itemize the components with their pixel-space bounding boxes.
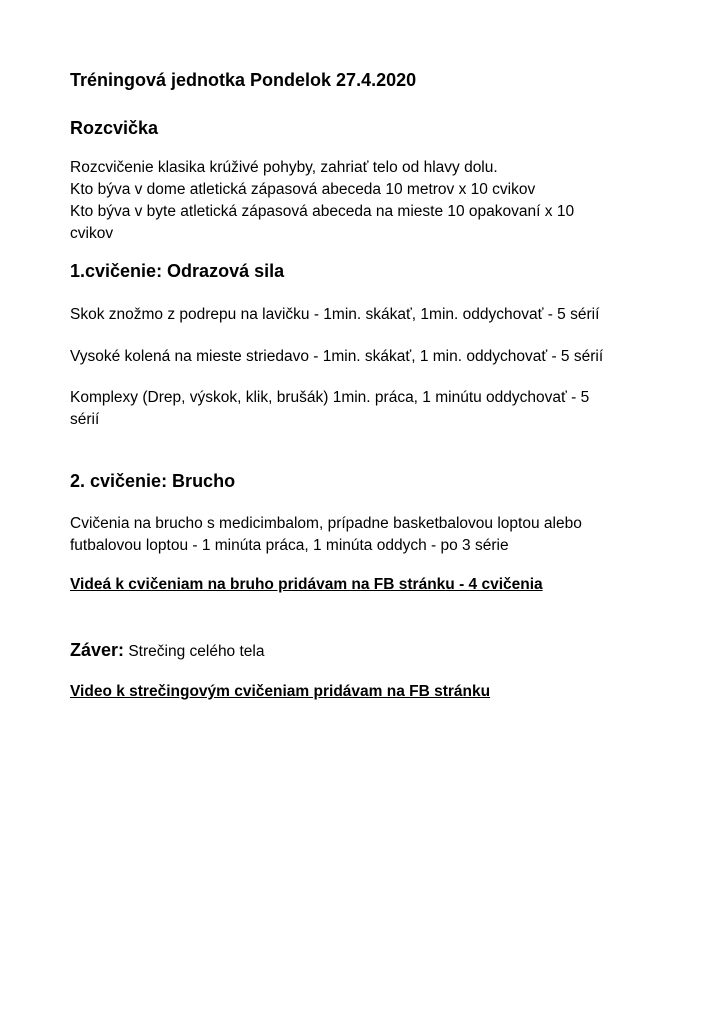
warmup-line: cvikov xyxy=(70,225,114,242)
exercise2-line: futbalovou loptou - 1 minúta práca, 1 minúta oddych - po 3 série xyxy=(70,537,509,554)
conclusion-label: Záver: xyxy=(70,640,125,660)
conclusion-line xyxy=(70,638,264,664)
exercise1-item-line: sérií xyxy=(70,411,100,428)
exercise2-heading: 2. cvičenie: Brucho xyxy=(70,471,236,491)
exercise1-item xyxy=(70,387,670,431)
warmup-line: Kto býva v byte atletická zápasová abeceda na mieste 10 opakovaní x 10 xyxy=(70,203,575,220)
warmup-paragraph xyxy=(70,157,670,245)
warmup-heading: Rozcvička xyxy=(70,118,159,138)
exercise2-video-link[interactable]: Videá k cvičeniam na bruho pridávam na FB stránku - 4 cvičenia xyxy=(70,576,543,593)
exercise1-item xyxy=(70,304,670,326)
exercise1-heading: 1.cvičenie: Odrazová sila xyxy=(70,261,285,281)
exercise1-item-line: Komplexy (Drep, výskok, klik, brušák) 1min. práca, 1 minútu oddychovať - 5 xyxy=(70,389,590,406)
conclusion-text: Strečing celého tela xyxy=(124,643,265,660)
exercise1-item xyxy=(70,346,670,368)
conclusion-video-link[interactable]: Video k strečingovým cvičeniam pridávam na FB stránku xyxy=(70,683,491,700)
exercise2-paragraph xyxy=(70,513,670,557)
exercise1-item-line: Vysoké kolená na mieste striedavo - 1min. skákať, 1 min. oddychovať - 5 sérií xyxy=(70,348,604,365)
warmup-line: Kto býva v dome atletická zápasová abeceda 10 metrov x 10 cvikov xyxy=(70,181,536,198)
exercise1-item-line: Skok znožmo z podrepu na lavičku - 1min. skákať, 1min. oddychovať - 5 sérií xyxy=(70,306,600,323)
document-title: Tréningová jednotka Pondelok 27.4.2020 xyxy=(70,70,417,90)
warmup-line: Rozcvičenie klasika krúživé pohyby, zahriať telo od hlavy dolu. xyxy=(70,159,498,176)
exercise2-line: Cvičenia na brucho s medicimbalom, prípadne basketbalovou loptou alebo xyxy=(70,515,582,532)
